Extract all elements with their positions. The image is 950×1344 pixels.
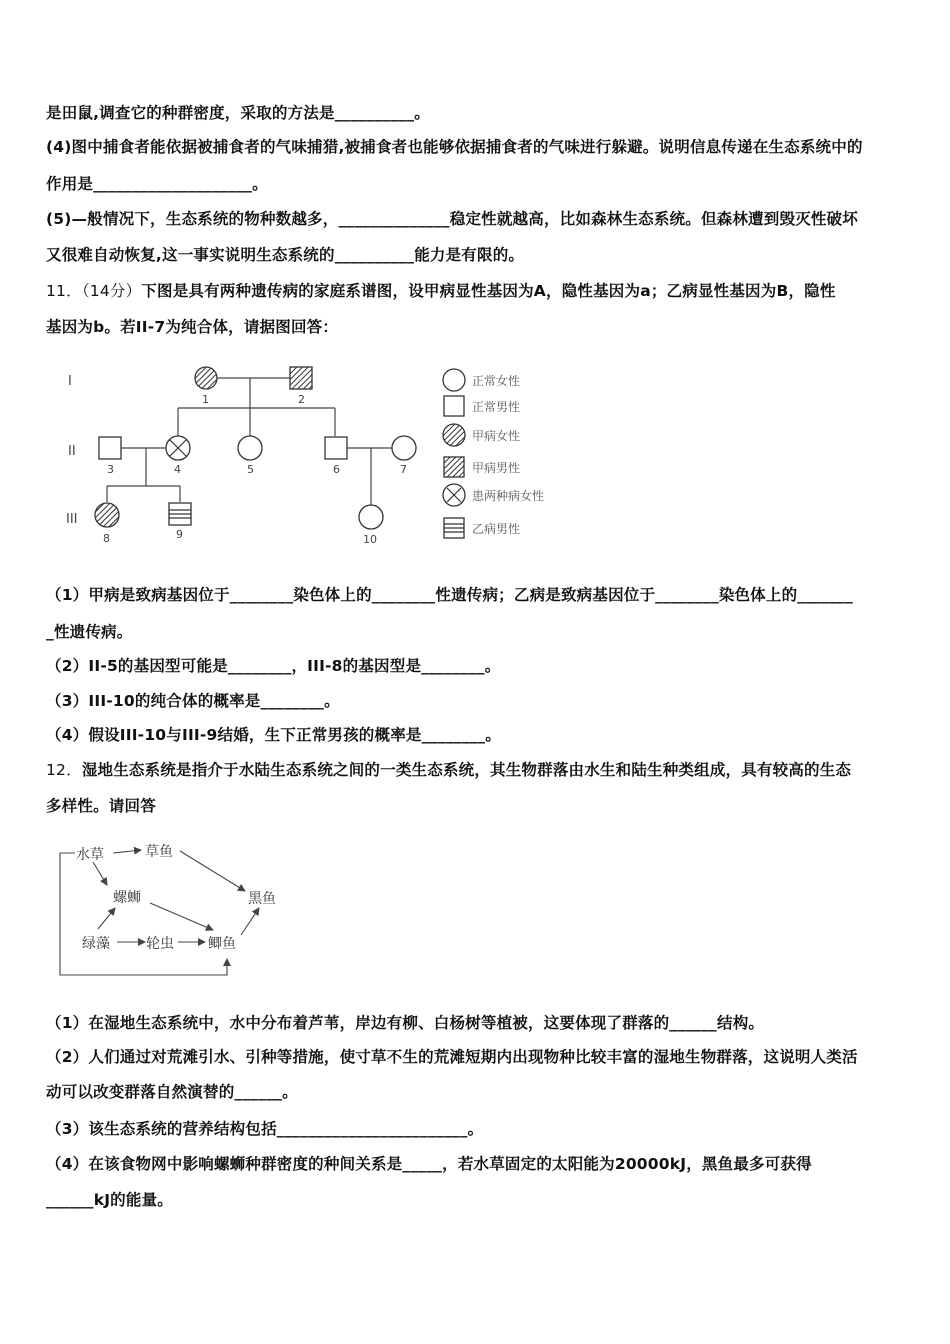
q12-part-4-line-2: ______kJ的能量。 (46, 1191, 173, 1209)
legend-yi-male-icon (444, 518, 464, 538)
legend-jia-male-label: 甲病男性 (472, 461, 521, 475)
q12-stem-line-1 (46, 760, 851, 780)
pedigree-III-10-normal-female (359, 505, 383, 529)
legend-normal-female-icon (443, 369, 465, 391)
pedigree-id-6: 6 (333, 463, 340, 476)
q12-part-2-line-2: 动可以改变群落自然演替的______。 (46, 1083, 298, 1101)
pedigree-id-1: 1 (202, 393, 209, 406)
q10-text-line-1: 是田鼠,调查它的种群密度，采取的方法是__________。 (46, 104, 430, 122)
q11-part-4: （4）假设III-10与III-9结婚，生下正常男孩的概率是________。 (46, 726, 501, 744)
food-web-luoshi: 螺蛳 (113, 890, 141, 906)
legend-normal-male-icon (444, 396, 464, 416)
q10-text-line-2: (4)图中捕食者能依据被捕食者的气味捕猎,被捕食者也能够依据捕食者的气味进行躲避。说明信息传递在生态系统中的 (46, 138, 863, 156)
legend-yi-male-label: 乙病男性 (472, 522, 521, 536)
food-web-jiyu: 鲫鱼 (208, 936, 236, 952)
gen-label-III: III (66, 512, 78, 527)
pedigree-II-3-normal-male (99, 437, 121, 459)
pedigree-III-8-affected-female (95, 503, 119, 527)
pedigree-II-7-normal-female (392, 436, 416, 460)
q12-stem-text: 湿地生态系统是指介于水陆生态系统之间的一类生态系统，其生物群落由水生和陆生种类组成，具有较高的生态 (81, 761, 852, 779)
q11-number: 11．（14分） (46, 282, 142, 300)
pedigree-id-4: 4 (174, 463, 181, 476)
food-web-arrows (60, 850, 259, 975)
pedigree-II-6-normal-male (325, 437, 347, 459)
food-web-lunchong: 轮虫 (146, 936, 174, 952)
pedigree-id-8: 8 (103, 532, 110, 545)
q12-part-3: （3）该生态系统的营养结构包括________________________。 (46, 1120, 484, 1138)
food-web-heiyu: 黑鱼 (248, 891, 276, 907)
food-web-lvzao: 绿藻 (82, 936, 110, 952)
q11-stem-line-1 (46, 281, 836, 301)
q12-part-2-line-1: （2）人们通过对荒滩引水、引种等措施，使寸草不生的荒滩短期内出现物种比较丰富的湿地生物群落，这说明人类活 (46, 1048, 858, 1066)
q11-part-3: （3）III-10的纯合体的概率是________。 (46, 692, 340, 710)
legend-normal-female-label: 正常女性 (472, 374, 521, 388)
q11-part-1-line-1: （1）甲病是致病基因位于________染色体上的________性遗传病；乙病是致病基因位于________染色体上的_______ (46, 586, 853, 604)
pedigree-II-4-both-diseases-female (166, 436, 190, 460)
pedigree-id-3: 3 (107, 463, 114, 476)
food-web-caoyu: 草鱼 (145, 844, 173, 860)
legend-jia-female-icon (443, 424, 465, 446)
pedigree-chart (60, 360, 580, 550)
q11-part-2: （2）II-5的基因型可能是________，III-8的基因型是________。 (46, 657, 501, 675)
pedigree-id-7: 7 (400, 463, 407, 476)
pedigree-id-5: 5 (247, 463, 254, 476)
legend-jia-female-label: 甲病女性 (472, 429, 521, 443)
q10-text-line-4: (5)—般情况下，生态系统的物种数越多，______________稳定性就越高，比如森林生态系统。但森林遭到毁灭性破坏 (46, 210, 858, 228)
q10-text-line-3: 作用是____________________。 (46, 175, 268, 193)
q12-part-4-line-1: （4）在该食物网中影响螺蛳种群密度的种间关系是_____，若水草固定的太阳能为20000kJ，黑鱼最多可获得 (46, 1155, 812, 1173)
pedigree-I-1-affected-female (195, 367, 217, 389)
q11-stem-line-2: 基因为b。若II-7为纯合体，请据图回答： (46, 318, 339, 336)
q11-stem-text: 下图是具有两种遗传病的家庭系谱图，设甲病显性基因为A，隐性基因为a；乙病显性基因为B，隐性 (141, 282, 836, 300)
q12-number: 12． (46, 761, 82, 779)
q11-part-1-line-2: _性遗传病。 (46, 623, 133, 641)
q12-stem-line-2: 多样性。请回答 (46, 797, 156, 815)
pedigree-III-9-yi-disease-male (169, 503, 191, 525)
legend-normal-male-label: 正常男性 (472, 400, 521, 414)
pedigree-id-9: 9 (176, 528, 183, 541)
q12-part-1: （1）在湿地生态系统中，水中分布着芦苇，岸边有柳、白杨树等植被，这要体现了群落的______结构。 (46, 1014, 765, 1032)
food-web-shuicao: 水草 (76, 847, 104, 863)
food-web-diagram (55, 835, 315, 985)
gen-label-II: II (68, 444, 76, 459)
q10-text-line-5: 又很难自动恢复,这一事实说明生态系统的__________能力是有限的。 (46, 246, 525, 264)
gen-label-I: I (68, 374, 72, 389)
pedigree-II-5-normal-female (238, 436, 262, 460)
legend-both-diseases-female-icon (443, 484, 465, 506)
pedigree-id-2: 2 (298, 393, 305, 406)
legend-jia-male-icon (444, 457, 464, 477)
pedigree-I-2-affected-male (290, 367, 312, 389)
legend-both-diseases-female-label: 患两种病女性 (472, 489, 545, 503)
pedigree-id-10: 10 (363, 533, 377, 546)
